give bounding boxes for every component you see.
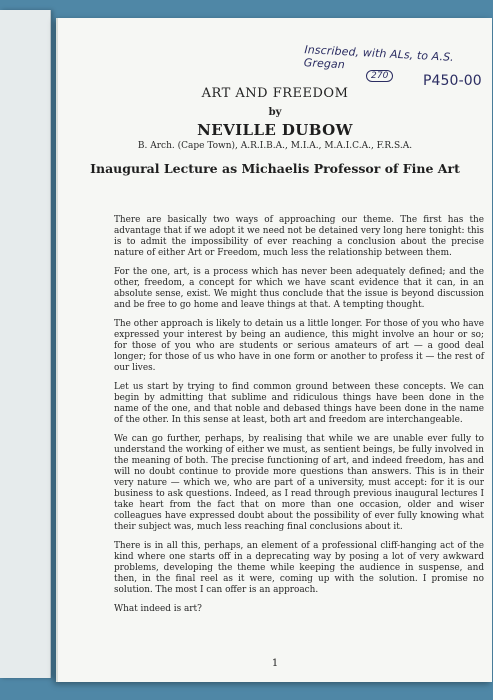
paragraph-5: We can go further, perhaps, by realising that while we are unable ever fully to understand the working of either we must, as sentient beings, be fully involved in the meaning of both. The precise functioning of art, and indeed freedom, has and will no doubt continue to provide more questions than answers. This is in their very nature — which we, who are part of a university, must accept: for it is our business to ask questions. Indeed, as I read through previous inaugural lectures I take heart from the fact that on more than one occasion, older and wiser colleagues have expressed doubt about the possibility of ever fully knowing what their subject was, much less reaching final conclusions about it. — [114, 434, 484, 532]
lecture-subtitle: Inaugural Lecture as Michaelis Professor of Fine Art — [90, 161, 460, 176]
document-title: ART AND FREEDOM — [201, 86, 349, 101]
handwritten-number: 270 — [366, 70, 393, 82]
handwritten-inscription: Inscribed, with ALs, to A.S. Gregan — [303, 43, 455, 72]
paragraph-1: There are basically two ways of approaching our theme. The first has the advantage that if we adopt it we need not be detained very long here tonight: this is to admit the impossibility of ever reaching a conclusion about the precise nature of either Art or Freedom, much less the relationship between them. — [114, 215, 484, 258]
paragraph-2: For the one, art, is a process which has never been adequately defined; and the other, freedom, a concept for which we have scant evidence that it can, in an absolute sense, exist. We might thus conclude that the issue is beyond discussion and be free to go home and leave things at that. A tempting thought. — [114, 267, 484, 310]
paragraph-3: The other approach is likely to detain us a little longer. For those of you who have expressed your interest by being an audience, this might involve an hour or so; for those of you who are students or serious amateurs of art — a good deal longer; for those of us who have in one form or another to profess it — the rest of our lives. — [114, 319, 484, 373]
author-qualifications: B. Arch. (Cape Town), A.R.I.B.A., M.I.A., M.A.I.C.A., F.R.S.A. — [137, 141, 413, 151]
handwritten-price: P450-00 — [423, 73, 482, 89]
page-number: 1 — [271, 658, 279, 669]
paragraph-6: There is in all this, perhaps, an element of a professional cliff-hanging act of the kind where one starts off in a deprecating way by posing a lot of very awkward problems, developing the theme while keeping the audience in suspense, and then, in the final reel as it were, coming up with the solution. I promise no solution. The most I can offer is an approach. — [114, 541, 484, 595]
paragraph-4: Let us start by trying to find common ground between these concepts. We can begin by admitting that sublime and ridiculous things have been done in the name of the one, and that noble and debased things have been done in the name of the other. In this sense at least, both art and freedom are interchangeable. — [114, 382, 484, 425]
byline-word: by — [268, 107, 282, 118]
adjacent-page-edge — [0, 10, 51, 678]
author-name: NEVILLE DUBOW — [197, 121, 353, 139]
paragraph-7: What indeed is art? — [114, 604, 202, 614]
booklet-page — [56, 18, 492, 682]
lecture-body — [114, 215, 484, 623]
